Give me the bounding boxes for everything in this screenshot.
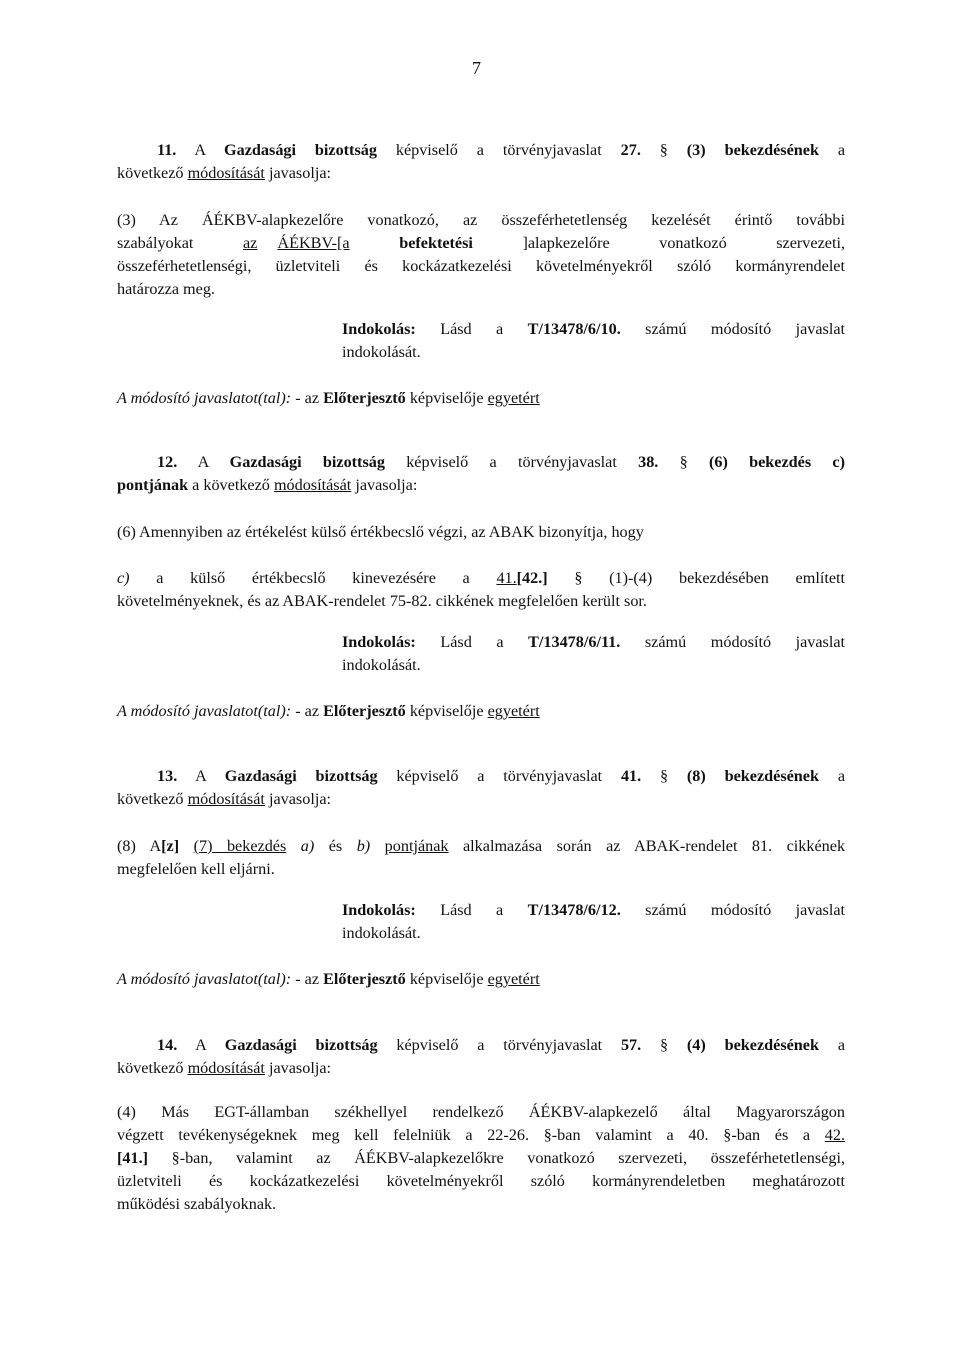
section-12-justification-cont: indokolását.: [342, 656, 421, 674]
section-11-heading: 11. A Gazdasági bizottság képviselő a törvényjavaslat 27. § (3) bekezdésének a: [157, 141, 846, 159]
section-14-text-line-3: [41.] §-ban, valamint az ÁÉKBV-alapkezelőkre vonatkozó szervezeti, összeférhetetlenségi,: [117, 1149, 846, 1167]
section-12-text-line-3: követelményeknek, és az ABAK-rendelet 75-82. cikkének megfelelően került sor.: [117, 592, 647, 610]
section-11-justification-cont: indokolását.: [342, 343, 421, 361]
committee-name: Gazdasági bizottság: [224, 767, 378, 785]
section-12-text-line-2: c) a külső értékbecslő kinevezésére a 41.[42.] § (1)-(4) bekezdésében említett: [117, 569, 845, 587]
section-11-heading-cont: következő módosítását javasolja:: [117, 164, 331, 182]
item-number: 13.: [157, 767, 178, 785]
section-14-text-line-2: végzett tevékenységeknek meg kell felelniük a 22-26. §-ban valamint a 40. §-ban és a 42.: [117, 1126, 846, 1144]
section-14-heading-cont: következő módosítását javasolja:: [117, 1059, 331, 1077]
section-11-text-line-2: szabályokat az ÁÉKBV-[a befektetési ]alapkezelőre vonatkozó szervezeti,: [117, 234, 845, 252]
reference-number: T/13478/6/11.: [528, 633, 621, 651]
section-12-support: A módosító javaslatot(tal): - az Előterjesztő képviselője egyetért: [117, 702, 540, 720]
section-sign: §: [659, 141, 668, 159]
committee-name: Gazdasági bizottság: [224, 1036, 378, 1054]
section-13-justification: Indokolás: Lásd a T/13478/6/12. számú módosító javaslat: [342, 901, 846, 919]
item-number: 14.: [157, 1036, 178, 1054]
section-13-heading-cont: következő módosítását javasolja:: [117, 790, 331, 808]
section-11-support: A módosító javaslatot(tal): - az Előterjesztő képviselője egyetért: [117, 389, 540, 407]
section-13-justification-cont: indokolását.: [342, 924, 421, 942]
section-12-justification: Indokolás: Lásd a T/13478/6/11. számú módosító javaslat: [342, 633, 846, 651]
section-14-text-line-5: működési szabályoknak.: [117, 1195, 277, 1213]
section-13-support: A módosító javaslatot(tal): - az Előterjesztő képviselője egyetért: [117, 970, 540, 988]
section-12-heading: 12. A Gazdasági bizottság képviselő a törvényjavaslat 38. § (6) bekezdés c): [157, 453, 845, 471]
page-number: 7: [472, 58, 481, 78]
section-13-text-line-1: (8) A[z] (7) bekezdés a) és b) pontjának alkalmazása során az ABAK-rendelet 81. cikkének: [117, 837, 846, 855]
section-sign: §: [659, 1036, 669, 1054]
section-11-text-line-4: határozza meg.: [117, 280, 215, 298]
reference-number: T/13478/6/10.: [527, 320, 621, 338]
item-number: 11.: [157, 141, 177, 159]
section-12-text-line-1: (6) Amennyiben az értékelést külső értékbecslő végzi, az ABAK bizonyítja, hogy: [117, 523, 644, 541]
section-12-heading-cont: pontjának a következő módosítását javasolja:: [117, 476, 418, 494]
committee-name: Gazdasági bizottság: [224, 141, 377, 159]
section-11-justification: Indokolás: Lásd a T/13478/6/10. számú módosító javaslat: [342, 320, 846, 338]
section-14-text-line-1: (4) Más EGT-államban székhellyel rendelkező ÁÉKBV-alapkezelő által Magyarországon: [117, 1103, 845, 1121]
committee-name: Gazdasági bizottság: [229, 453, 385, 471]
section-11-text-line-1: (3) Az ÁÉKBV-alapkezelőre vonatkozó, az összeférhetetlenség kezelését érintő további: [117, 211, 845, 229]
section-13-heading: 13. A Gazdasági bizottság képviselő a törvényjavaslat 41. § (8) bekezdésének a: [157, 767, 845, 785]
reference-number: T/13478/6/12.: [527, 901, 621, 919]
section-11-text-line-3: összeférhetetlenségi, üzletviteli és kockázatkezelési követelményekről szóló kormányrendelet: [117, 257, 845, 275]
item-number: 12.: [157, 453, 178, 471]
section-14-heading: 14. A Gazdasági bizottság képviselő a törvényjavaslat 57. § (4) bekezdésének a: [157, 1036, 845, 1054]
section-14-text-line-4: üzletviteli és kockázatkezelési követelményekről szóló kormányrendeletben meghatározott: [117, 1172, 845, 1190]
section-sign: §: [679, 453, 688, 471]
section-sign: §: [659, 767, 669, 785]
section-13-text-line-2: megfelelően kell eljárni.: [117, 860, 275, 878]
